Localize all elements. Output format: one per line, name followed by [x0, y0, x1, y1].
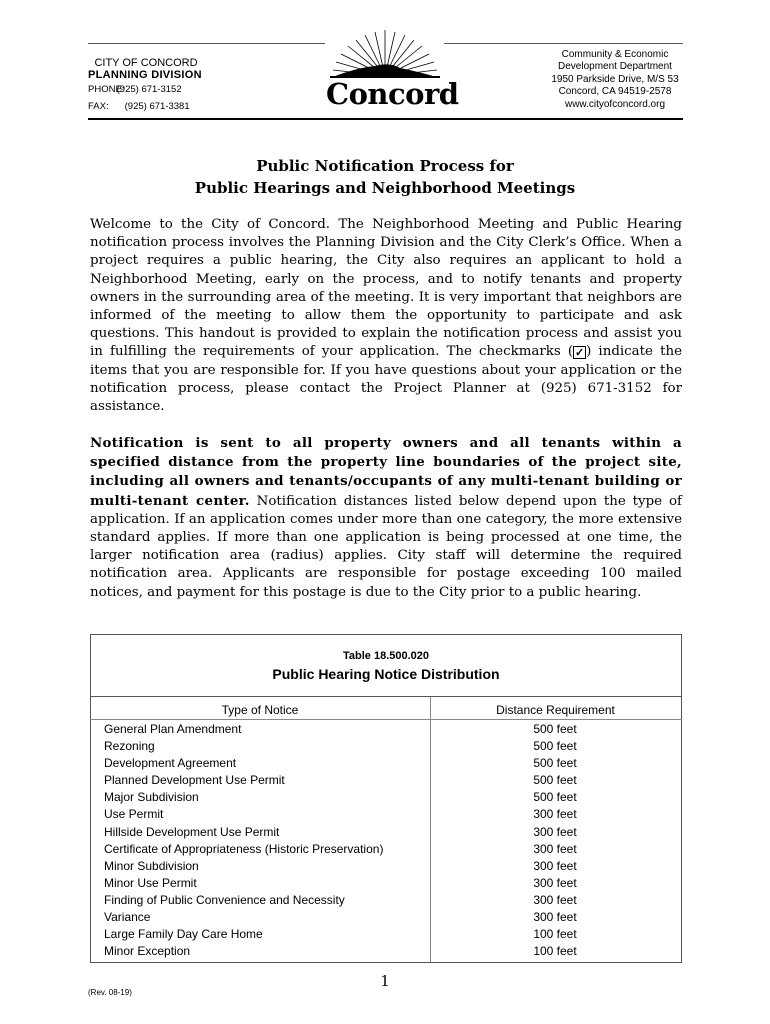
- division-name: PLANNING DIVISION: [88, 69, 202, 81]
- table-row: [90, 909, 682, 926]
- distance-cell: 300 feet: [533, 841, 577, 856]
- distance-cell: 100 feet: [533, 927, 577, 942]
- phone-line: [88, 81, 228, 98]
- checkmark-icon: ✓: [574, 346, 585, 360]
- fax-line: [88, 98, 228, 115]
- fax-number: (925) 671-3381: [124, 101, 190, 113]
- distance-cell: 500 feet: [533, 722, 577, 736]
- table-row: [90, 738, 682, 755]
- distance-cell: 300 feet: [533, 892, 577, 907]
- header-contact-block: [88, 57, 228, 115]
- distance-cell: 300 feet: [533, 910, 577, 925]
- concord-logo-wordmark: Concord: [326, 77, 459, 111]
- table-row: [90, 824, 682, 841]
- notification-bold-text: Notification is sent to all property owners and all tenants within a specified distance from the property line boundaries of the project site, including all owners and tenants/occupants of any multi-tenant building or multi-tenant center.: [90, 435, 682, 509]
- table-body: [90, 721, 682, 960]
- notice-type-cell: Minor Subdivision: [104, 858, 199, 873]
- table-row: [90, 806, 682, 823]
- notice-type-cell: Finding of Public Convenience and Necessity: [104, 892, 345, 907]
- intro-paragraph: [90, 216, 682, 416]
- header-rule-right: [444, 43, 683, 44]
- page-title: [60, 155, 710, 199]
- table-divider: [90, 696, 682, 697]
- table-row: [90, 721, 682, 738]
- dept-city-zip: Concord, CA 94519-2578: [558, 86, 672, 98]
- header-rule-left: [88, 43, 325, 44]
- notice-type-cell: Large Family Day Care Home: [104, 927, 263, 942]
- table-caption: Table 18.500.020: [342, 650, 430, 662]
- revision-date: (Rev. 08-19): [88, 988, 132, 997]
- distance-cell: 300 feet: [533, 824, 577, 839]
- table-row: [90, 943, 682, 960]
- table-row: [90, 789, 682, 806]
- distance-cell: 300 feet: [533, 807, 577, 822]
- table-header-divider: [90, 719, 682, 720]
- dept-line-1: Community & Economic: [561, 49, 669, 60]
- notice-type-cell: Major Subdivision: [104, 790, 199, 805]
- title-line-2: Public Hearings and Neighborhood Meetings: [194, 179, 576, 197]
- dept-address: 1950 Parkside Drive, M/S 53: [551, 73, 679, 85]
- notice-type-cell: Variance: [104, 910, 151, 925]
- distance-cell: 300 feet: [533, 858, 577, 873]
- table-row: [90, 772, 682, 789]
- distance-cell: 500 feet: [533, 773, 577, 788]
- table-row: [90, 875, 682, 892]
- title-line-1: Public Notification Process for: [256, 157, 514, 175]
- distance-cell: 500 feet: [533, 790, 577, 805]
- table-row: [90, 926, 682, 943]
- notice-type-cell: Use Permit: [104, 807, 164, 822]
- notice-type-cell: Planned Development Use Permit: [104, 773, 285, 788]
- notice-type-cell: Development Agreement: [104, 756, 237, 771]
- notification-body-text: Notification distances listed below depend upon the type of application. If an application comes under more than one category, the more extensive standard applies. If more than one application is being processed at one time, the larger notification area (radius) applies. City staff will determine the required notification area. Applicants are responsible for postage exceeding 100 mailed notices, and payment for this postage is due to the City prior to a public hearing.: [90, 493, 682, 600]
- city-name: CITY OF CONCORD: [94, 57, 198, 69]
- table-title: Public Hearing Notice Distribution: [272, 666, 500, 682]
- dept-line-2: Development Department: [558, 61, 672, 73]
- notice-type-cell: Rezoning: [104, 739, 155, 754]
- table-row: [90, 892, 682, 909]
- notification-paragraph: [90, 434, 682, 602]
- distance-cell: 100 feet: [533, 944, 577, 959]
- notice-type-cell: General Plan Amendment: [104, 722, 242, 736]
- notice-type-cell: Certificate of Appropriateness (Historic Preservation): [104, 841, 384, 856]
- notice-type-cell: Minor Exception: [104, 944, 191, 959]
- column-header-distance: Distance Requirement: [496, 703, 615, 717]
- page-number: 1: [380, 972, 390, 990]
- notice-type-cell: Minor Use Permit: [104, 875, 197, 890]
- intro-text-start: Welcome to the City of Concord. The Neighborhood Meeting and Public Hearing notification process involves the Planning Division and the City Clerk’s Office. When a project requires a public hearing, the City also requires an applicant to hold a Neighborhood Meeting, early on the process, and to notify tenants and property owners in the surrounding area of the meeting. It is very important that neighbors are informed of the meeting to allow them the opportunity to participate and ask questions. This handout is provided to explain the notification process and assist you in fulfilling the requirements of your application. The checkmarks (: [90, 217, 682, 360]
- table-row: [90, 841, 682, 858]
- column-header-type: Type of Notice: [221, 703, 299, 717]
- phone-number: (925) 671-3152: [116, 84, 182, 95]
- phone-label: PHONE:: [88, 84, 125, 95]
- distance-cell: 300 feet: [533, 875, 577, 890]
- dept-website[interactable]: www.cityofconcord.org: [564, 98, 666, 110]
- intro-text-end: ) indicate the items that you are responsible for. If you have questions about your application or the notification process, please contact the Project Planner at (925) 671-3152 for assistance.: [90, 344, 682, 415]
- notice-type-cell: Hillside Development Use Permit: [104, 824, 280, 839]
- header-divider: [88, 118, 683, 120]
- fax-label: FAX:: [88, 101, 109, 113]
- table-row: [90, 755, 682, 772]
- distance-cell: 500 feet: [533, 756, 577, 771]
- distance-cell: 500 feet: [533, 739, 577, 754]
- department-address-block: [540, 49, 690, 111]
- table-row: [90, 858, 682, 875]
